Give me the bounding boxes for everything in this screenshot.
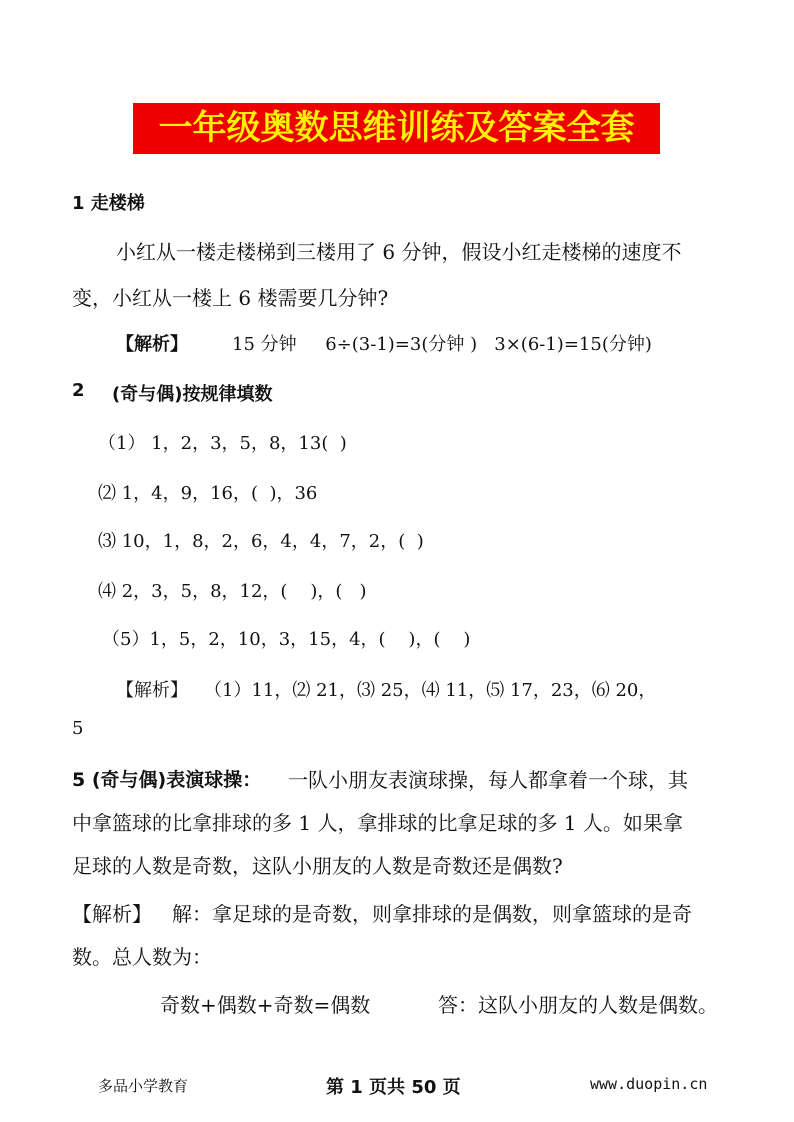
problem-2-item-5: （5）1，5，2，10，3，15，4，( )，( ) (102, 629, 471, 650)
problem-2-item-3: ⑶ 10，1，8，2，6，4，4，7，2，( ) (98, 531, 424, 552)
problem-2-analysis-text: （1）11，⑵ 21，⑶ 25，⑷ 11，⑸ 17，23，⑹ 20， (204, 680, 657, 701)
problem-5-analysis-line-1: 解：拿足球的是奇数，则拿排球的是偶数，则拿篮球的是奇 (172, 902, 692, 926)
problem-1-text-line-2: 变，小红从一楼上 6 楼需要几分钟? (72, 286, 389, 310)
problem-5-formula: 奇数+偶数+奇数=偶数 (160, 993, 371, 1017)
problem-2-heading: (奇与偶)按规律填数 (112, 384, 273, 405)
problem-5-answer: 答：这队小朋友的人数是偶数。 (438, 993, 718, 1017)
problem-5-heading: 5 (奇与偶)表演球操： (72, 769, 262, 791)
footer-left: 多品小学教育 (98, 1077, 189, 1095)
problem-2-analysis-wrap: 5 (72, 718, 84, 739)
problem-2-item-1: （1） 1，2，3，5，8，13( ) (98, 433, 347, 454)
problem-5-text-line-1: 一队小朋友表演球操，每人都拿着一个球，其 (288, 768, 688, 792)
problem-2-analysis-label: 【解析】 (116, 680, 188, 701)
problem-1-text-line-1: 小红从一楼走楼梯到三楼用了 6 分钟，假设小红走楼梯的速度不 (116, 240, 682, 264)
problem-2-item-2: ⑵ 1，4，9，16，( )，36 (98, 483, 318, 504)
problem-2-item-4: ⑷ 2，3，5，8，12，( )，( ) (98, 581, 367, 602)
problem-1-analysis-label: 【解析】 (116, 334, 188, 355)
problem-1-analysis-text: 15 分钟 6÷(3-1)=3(分钟 ) 3×(6-1)=15(分钟) (232, 334, 652, 355)
problem-5-text-line-2: 中拿篮球的比拿排球的多 1 人，拿排球的比拿足球的多 1 人。如果拿 (72, 811, 683, 835)
footer-page-number: 第 1 页共 50 页 (326, 1077, 461, 1098)
problem-5-analysis-line-2: 数。总人数为： (72, 945, 212, 969)
problem-2-number: 2 (72, 380, 85, 401)
problem-1-heading: 1 走楼梯 (72, 193, 145, 214)
problem-5-text-line-3: 足球的人数是奇数，这队小朋友的人数是奇数还是偶数? (72, 854, 563, 878)
problem-5-analysis-label: 【解析】 (72, 902, 152, 926)
page-title: 一年级奥数思维训练及答案全套 (158, 108, 635, 148)
footer-url: www.duopin.cn (590, 1075, 708, 1093)
title-banner (133, 103, 660, 154)
